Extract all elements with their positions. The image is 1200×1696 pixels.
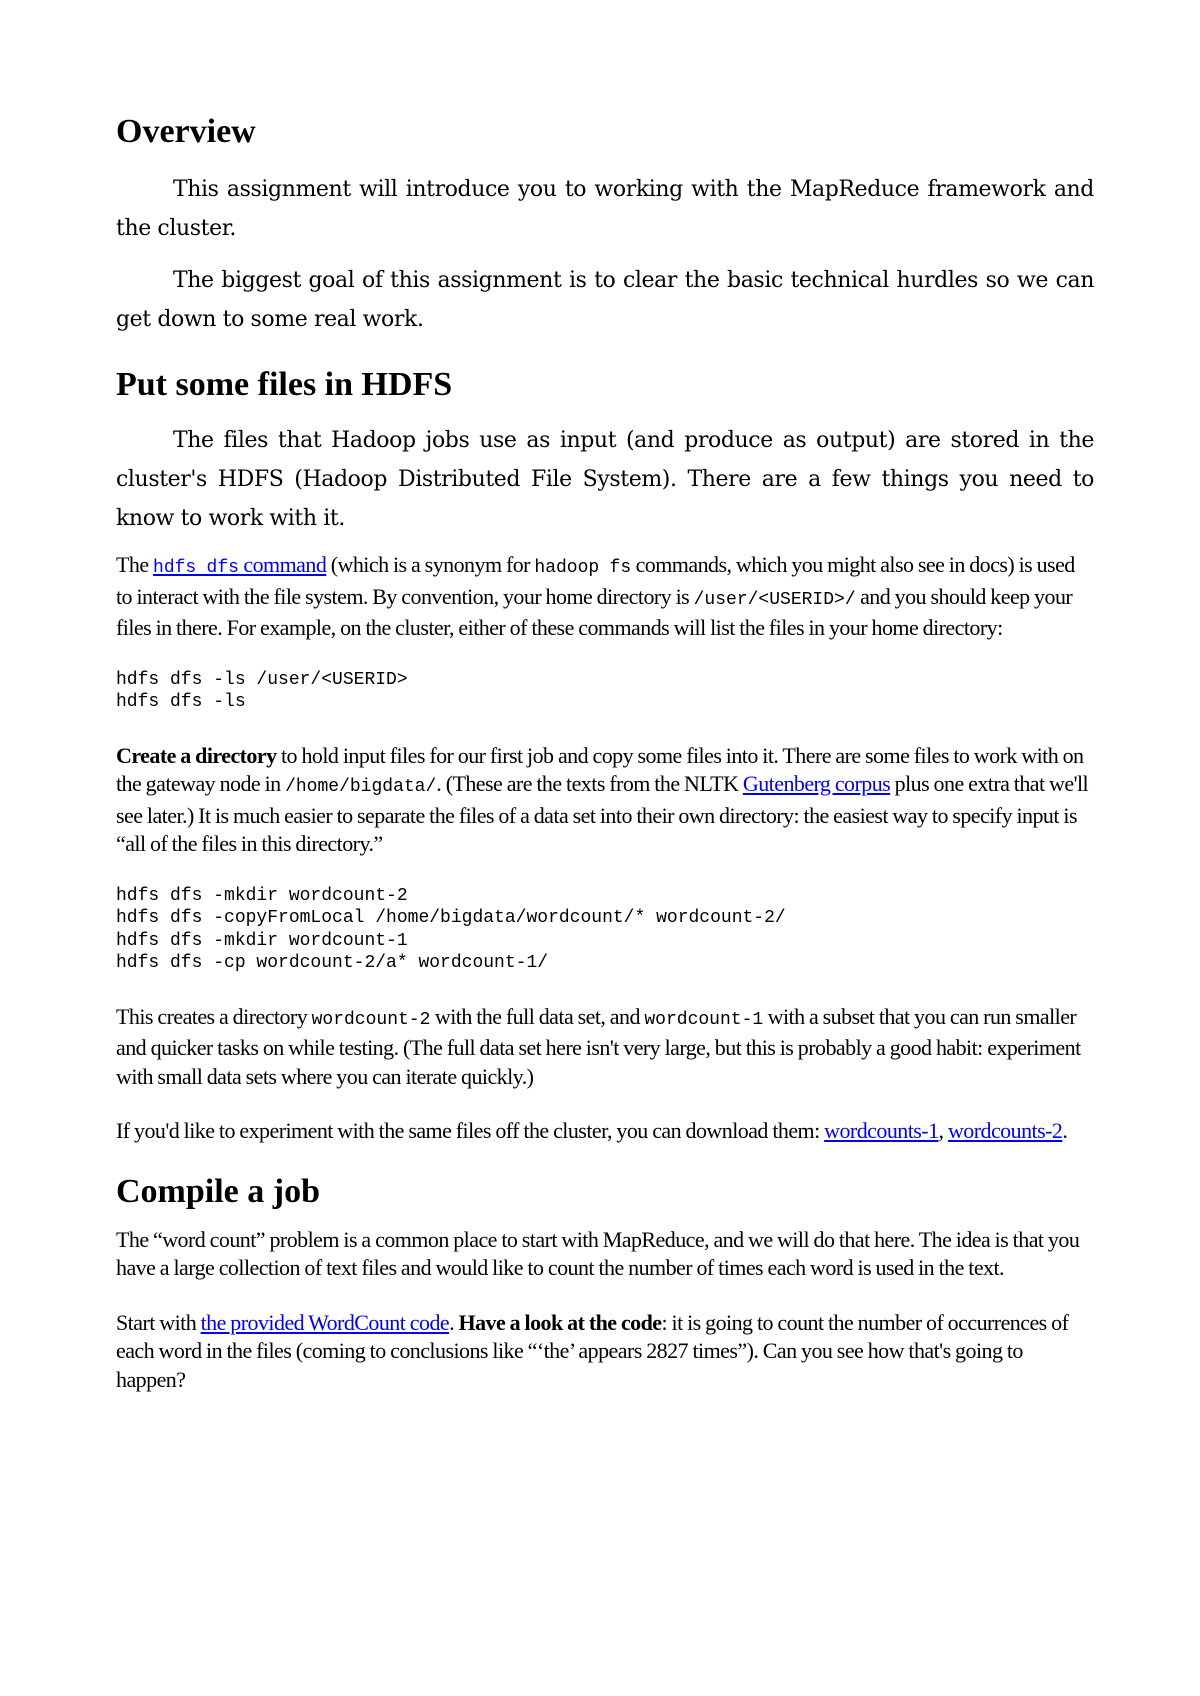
- gutenberg-corpus-link[interactable]: Gutenberg corpus: [742, 771, 891, 796]
- word-count-paragraph: The “word count” problem is a common place to start with MapReduce, and we will do that here. The idea is that you have a large collection of text files and would like to count the number of times each word is used in the text.: [116, 1226, 1080, 1280]
- text-run: Start with: [116, 1309, 201, 1335]
- text-run: with the full data set, and: [430, 1003, 645, 1029]
- link-code: hdfs dfs: [153, 558, 239, 578]
- text-run: If you'd like to experiment with the same files off the cluster, you can download them:: [116, 1118, 825, 1143]
- text-run: : it is going to count the number of occurrences of each word in the files (coming to conclusions like “‘the’ appears 2827 times”). Can you see how that's going to happen?: [116, 1309, 1069, 1392]
- compile-heading: Compile a job: [116, 1172, 320, 1210]
- overview-paragraph-1: This assignment will introduce you to working with the MapReduce framework and the cluster.: [116, 177, 1094, 241]
- overview-heading: Overview: [116, 113, 256, 150]
- text-run: (which is a synonym for: [326, 552, 535, 577]
- create-directory-paragraph: [116, 742, 1094, 859]
- text-run: to hold input files for our first job and copy some files into it. There are some files to work with on the gateway node in: [116, 742, 1084, 796]
- text-run: This creates a directory: [116, 1003, 312, 1029]
- text-run: plus one extra that we'll see later.) It is much easier to separate the files of a data set into their own directory: the easiest way to specify input is “all of the files in this directory.”: [116, 771, 1089, 856]
- hdfs-intro-paragraph: The files that Hadoop jobs use as input (and produce as output) are stored in the cluster's HDFS (Hadoop Distributed File System). There are a few things you need to know to work with it.: [116, 428, 1094, 531]
- inline-code-home-dir: /user/<USERID>/: [693, 589, 856, 610]
- wordcounts-1-link[interactable]: wordcounts-1: [824, 1118, 939, 1143]
- inline-code-wordcount-2: wordcount-2: [311, 1009, 431, 1030]
- link-text: command: [238, 552, 327, 577]
- code-block-mkdir: hdfs dfs -mkdir wordcount-2 hdfs dfs -copyFromLocal /home/bigdata/wordcount/* wordcount-2/ hdfs dfs -mkdir wordcount-1 hdfs dfs -cp wordcount-2/a* wordcount-1/: [116, 885, 786, 973]
- inline-code-bigdata-path: /home/bigdata/: [285, 777, 437, 797]
- overview-paragraph-2: The biggest goal of this assignment is to clear the basic technical hurdles so we can get down to some real work.: [116, 268, 1094, 332]
- code-block-list: hdfs dfs -ls /user/<USERID> hdfs dfs -ls: [116, 669, 408, 712]
- text-run: . (These are the texts from the NLTK: [436, 771, 743, 796]
- text-run: .: [449, 1309, 459, 1335]
- text-run: and you should keep your files in there. For example, on the cluster, either of these commands will list the files in your home directory:: [116, 583, 1073, 640]
- document-content: [116, 112, 1094, 1420]
- inline-code-wordcount-1: wordcount-1: [644, 1009, 764, 1030]
- hdfs-heading: Put some files in HDFS: [116, 366, 453, 403]
- inline-code-hadoop-fs: hadoop fs: [534, 558, 632, 578]
- bold-text: Create a directory: [116, 742, 277, 768]
- directory-explanation-paragraph: [116, 1003, 1094, 1092]
- wordcount-code-link[interactable]: the provided WordCount code: [200, 1309, 450, 1335]
- start-with-code-paragraph: [116, 1309, 1094, 1395]
- wordcounts-2-link[interactable]: wordcounts-2: [947, 1118, 1063, 1143]
- text-run: .: [1062, 1118, 1068, 1143]
- text-run: The: [116, 552, 154, 577]
- download-paragraph: [116, 1117, 1094, 1146]
- bold-text: Have a look at the code: [458, 1309, 662, 1335]
- hdfs-command-paragraph: [116, 551, 1094, 643]
- text-run: commands, which you might also see in docs) is used to interact with the file system. By convention, your home directory is: [116, 552, 1075, 609]
- hdfs-dfs-command-link[interactable]: [153, 552, 326, 577]
- text-run: ,: [938, 1118, 948, 1143]
- text-run: with a subset that you can run smaller and quicker tasks on while testing. (The full data set here isn't very large, but this is probably a good habit: experiment with small data sets where you can iterate quickly.): [116, 1003, 1081, 1089]
